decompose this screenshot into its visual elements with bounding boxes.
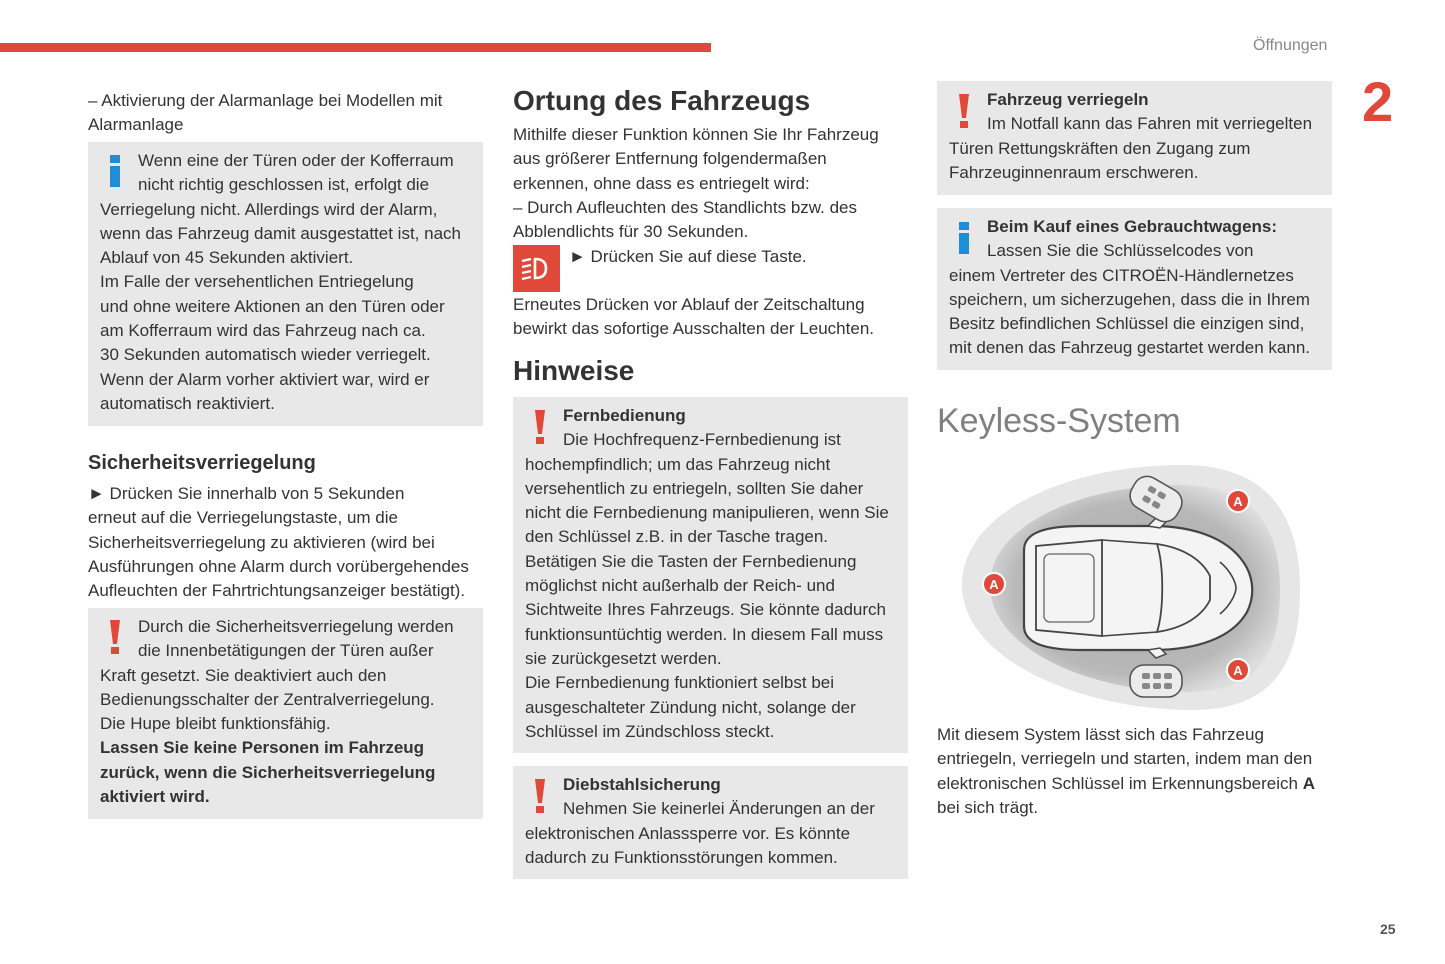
zone-label-a-top	[1227, 490, 1249, 512]
keyless-heading: Keyless-System	[937, 402, 1181, 440]
notes-heading: Hinweise	[513, 355, 635, 386]
lock-box-text: Fahrzeug verriegeln Im Notfall kann das Fahren mit verriegelten Türen Rettungskräften den Zugang zum Fahrzeuginnenraum erschweren.	[949, 88, 1329, 185]
info-box-text: Wenn eine der Türen oder der Kofferraum nicht richtig geschlossen ist, erfolgt die Verriegelung nicht. Allerdings wird der Alarm, wenn das Fahrzeug damit ausgestattet ist, nach Ablauf von 45 Sekunden aktiviert. Im Falle der versehentlichen Entriegelung und ohne weitere Aktionen an den Türen oder am Kofferraum wird das Fahrzeug nach ca. 30 Sekunden automatisch wieder verriegelt. Wenn der Alarm vorher aktiviert war, wird er automatisch reaktiviert.	[100, 151, 461, 413]
warning-box-deadlock	[88, 608, 483, 819]
locate-text: Mithilfe dieser Funktion können Sie Ihr Fahrzeug aus größerer Entfernung folgendermaßen erkennen, ohne dass es entriegelt wird: – Durch Aufleuchten des Standlichts bzw. des Abblendlichts für 30 Sekunden.	[513, 125, 879, 242]
remote-box-text: Fernbedienung Die Hochfrequenz-Fernbedienung ist hochempfindlich; um das Fahrzeug nicht versehentlich zu entriegeln, sollten Sie daher nicht die Fernbedienung manipulieren, wenn Sie den Schlüssel z.B. in der Tasche tragen. Betätigen Sie die Tasten der Fernbedienung möglichst nicht außerhalb der Reich- und Sichtweite Ihres Fahrzeugs. Sie könnte dadurch funktionsuntüchtig werden. In diesem Fall muss sie zurückgesetzt werden. Die Fernbedienung funktioniert selbst bei ausgeschalteter Zündung nicht, solange der Schlüssel im Zündschloss steckt.	[525, 404, 905, 744]
svg-text:A: A	[1233, 663, 1243, 678]
lighting-button-icon	[513, 245, 560, 292]
lock-box-title: Fahrzeug verriegeln	[987, 90, 1149, 109]
warning-box-locking	[937, 81, 1332, 195]
intro-text: – Aktivierung der Alarmanlage bei Modellen mit Alarmanlage	[88, 91, 443, 135]
zone-label-a-left	[983, 573, 1005, 595]
press-button-text: ► Drücken Sie auf diese Taste.	[569, 247, 807, 266]
warning-box-text: Durch die Sicherheitsverriegelung werden die Innenbetätigungen der Türen außer Kraft gesetzt. Sie deaktiviert auch den Bedienungsschalter der Zentralverriegelung. Die Hupe bleibt funktionsfähig. Lassen Sie keine Personen im Fahrzeug zurück, wenn die Sicherheitsverriegelung aktiviert wird.	[100, 617, 454, 807]
remote-box-title: Fernbedienung	[563, 406, 686, 425]
used-car-box-title: Beim Kauf eines Gebrauchtwagens:	[987, 217, 1278, 236]
warning-box-remote	[513, 397, 908, 753]
deadlock-heading: Sicherheitsverriegelung	[88, 452, 316, 474]
car-top-view	[1024, 518, 1252, 658]
page-number: 25	[1380, 921, 1396, 937]
zone-label-a-bottom	[1227, 659, 1249, 681]
svg-text:A: A	[989, 577, 999, 592]
used-car-box-text: Beim Kauf eines Gebrauchtwagens: Lassen Sie die Schlüsselcodes von einem Vertreter des CITROËN-Händlernetzes speichern, um sicherzugehen, dass die in Ihrem Besitz befindlichen Schlüssel die einzigen sind, mit denen das Fahrzeug gestartet werden kann.	[949, 215, 1329, 361]
deadlock-text: ► Drücken Sie innerhalb von 5 Sekunden erneut auf die Verriegelungstaste, um die Sicherheitsverriegelung zu aktivieren (wird bei Ausführungen ohne Alarm durch vorübergehendes Aufleuchten der Fahrtrichtungsanzeiger bestätigt).	[88, 484, 469, 601]
info-box-locking	[88, 142, 483, 426]
warning-box-immobiliser	[513, 766, 908, 879]
locate-heading: Ortung des Fahrzeugs	[513, 85, 811, 116]
immobiliser-box-text: Diebstahlsicherung Nehmen Sie keinerlei Änderungen an der elektronischen Anlasssperre vor. Es könnte dadurch zu Funktionsstörungen kommen.	[525, 773, 905, 870]
svg-text:A: A	[1233, 494, 1243, 509]
chapter-number: 2	[1362, 70, 1394, 133]
immobiliser-box-title: Diebstahlsicherung	[563, 775, 721, 794]
keyless-zone-diagram	[952, 460, 1302, 713]
section-title: Öffnungen	[1253, 37, 1328, 54]
info-box-used-car	[937, 208, 1332, 370]
keyless-text: Mit diesem System lässt sich das Fahrzeug entriegeln, verriegeln und starten, indem man den elektronischen Schlüssel im Erkennungsbereich A bei sich trägt.	[937, 725, 1315, 817]
key-fob-icon	[1130, 665, 1182, 697]
press-again-text: Erneutes Drücken vor Ablauf der Zeitschaltung bewirkt das sofortige Ausschalten der Leuchten.	[513, 295, 874, 339]
header-accent-bar	[0, 43, 711, 52]
